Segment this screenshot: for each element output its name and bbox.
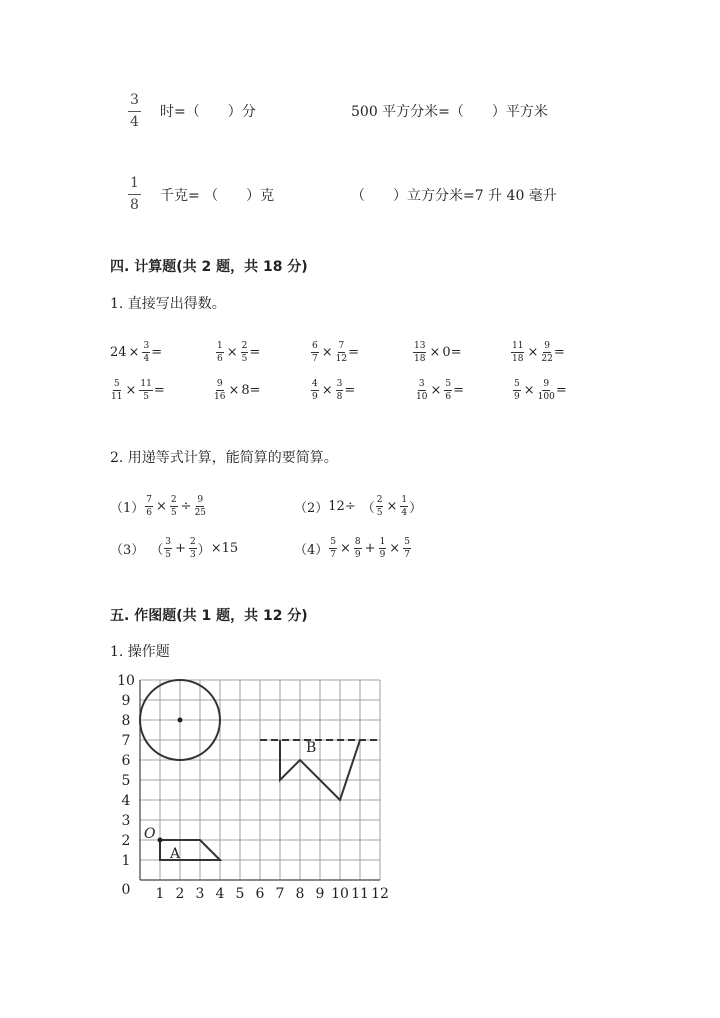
origin-label: 0 xyxy=(121,882,131,898)
shape-b-label: B xyxy=(306,740,317,756)
calc-item: $\frac{11}{18}$ × $\frac{9}{22}$ = xyxy=(512,341,565,364)
grid-figure xyxy=(100,673,400,925)
question-2-label: 2. 用递等式计算，能简算的要简算。 xyxy=(110,450,338,466)
step-problem-2: （2） 12÷ （ $\frac{2}{5}$ × $\frac{1}{4}$ ） xyxy=(294,495,423,518)
x-tick-label: 6 xyxy=(255,886,265,902)
calc-item: $\frac{9}{16}$ × 8 = xyxy=(214,379,261,402)
conversion-row-2-right: （ ）立方分米=7 升 40 毫升 xyxy=(351,188,557,204)
x-tick-label: 2 xyxy=(175,886,185,902)
x-tick-label: 7 xyxy=(275,886,285,902)
calc-item: $\frac{1}{6}$ × $\frac{2}{5}$ = xyxy=(217,341,261,364)
x-tick-label: 3 xyxy=(195,886,205,902)
x-tick-label: 8 xyxy=(295,886,305,902)
x-tick-label: 5 xyxy=(235,886,245,902)
y-tick-label: 7 xyxy=(121,733,131,749)
x-tick-label: 10 xyxy=(331,886,349,902)
x-tick-label: 1 xyxy=(155,886,165,902)
shape-a xyxy=(160,840,220,860)
y-tick-label: 9 xyxy=(121,693,131,709)
circle-center-point xyxy=(178,718,183,723)
y-tick-label: 6 xyxy=(121,753,131,769)
fraction-1-8: 1 8 xyxy=(130,175,139,213)
operation-question-label: 1. 操作题 xyxy=(110,644,170,660)
question-1-label: 1. 直接写出得数。 xyxy=(110,296,226,312)
calc-item: $\frac{13}{18}$ × 0 = xyxy=(414,341,462,364)
point-o-label: O xyxy=(144,826,156,842)
x-tick-label: 9 xyxy=(315,886,325,902)
y-tick-label: 8 xyxy=(121,713,131,729)
calc-item: $\frac{3}{10}$ × $\frac{5}{6}$ = xyxy=(416,379,464,402)
conversion-row-1-right: 500 平方分米=（ ）平方米 xyxy=(351,104,548,120)
calc-item: $\frac{5}{11}$ × $\frac{11}{5}$ = xyxy=(111,379,165,402)
x-tick-label: 12 xyxy=(371,886,389,902)
calc-item: $\frac{6}{7}$ × $\frac{7}{12}$ = xyxy=(312,341,359,364)
x-tick-label: 4 xyxy=(215,886,225,902)
calc-item: $\frac{4}{9}$ × $\frac{3}{8}$ = xyxy=(312,379,356,402)
conversion-row-1-left: 时=（ ）分 xyxy=(160,104,256,120)
shape-a-label: A xyxy=(170,846,181,862)
section-5-title: 五. 作图题(共 1 题，共 12 分) xyxy=(110,608,308,624)
step-problem-1: （1） $\frac{7}{6}$ × $\frac{2}{5}$ ÷ $\frac{9}{25}$ xyxy=(110,495,207,518)
conversion-row-2 xyxy=(128,175,588,215)
calc-item: $\frac{5}{9}$ × $\frac{9}{100}$ = xyxy=(514,379,567,402)
y-tick-label: 4 xyxy=(121,793,131,809)
point-o xyxy=(158,838,163,843)
step-problem-4: （4） $\frac{5}{7}$ × $\frac{8}{9}$ + $\frac{1}{9}$ × $\frac{5}{7}$ xyxy=(294,537,410,560)
conversion-row-2-left: 千克= （ ）克 xyxy=(160,188,275,204)
conversion-row-1 xyxy=(128,92,588,132)
fraction-3-4: 3 4 xyxy=(130,92,139,130)
y-tick-label: 10 xyxy=(117,673,135,689)
y-tick-label: 5 xyxy=(121,773,131,789)
y-tick-label: 3 xyxy=(121,813,131,829)
y-tick-label: 1 xyxy=(121,853,131,869)
step-problem-3: （3） （ $\frac{3}{5}$ + $\frac{2}{3}$ ） ×15 xyxy=(110,537,239,560)
section-4-title: 四. 计算题(共 2 题，共 18 分) xyxy=(110,259,308,275)
y-tick-label: 2 xyxy=(121,833,131,849)
x-tick-label: 11 xyxy=(351,886,369,902)
calc-item: 24 × $\frac{3}{4}$ = xyxy=(110,341,163,364)
